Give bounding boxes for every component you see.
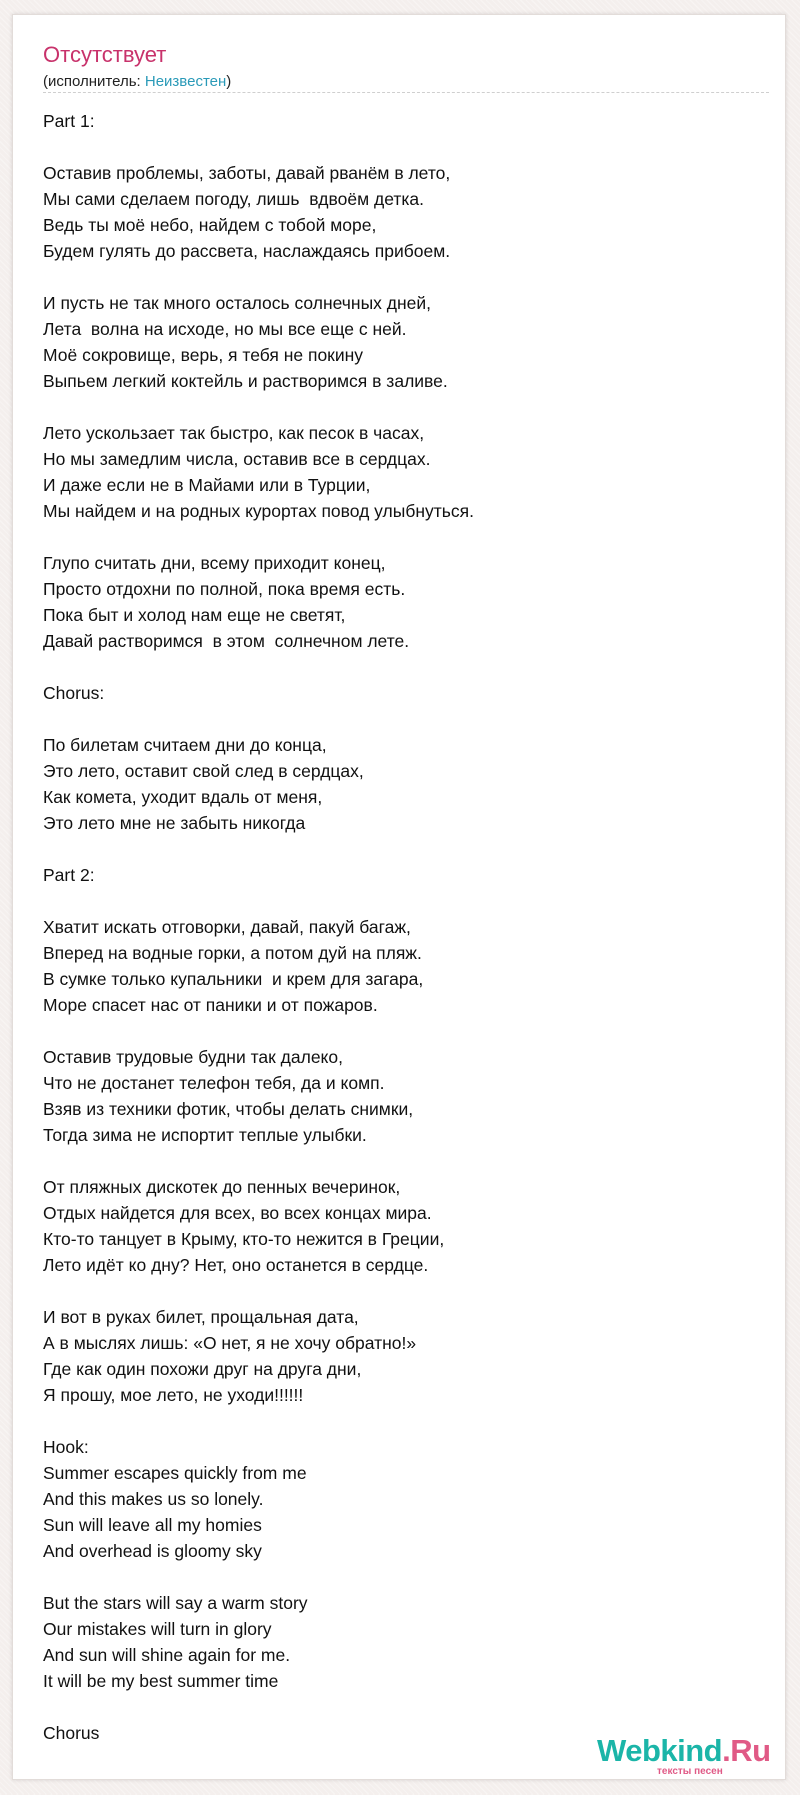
lyrics-line: Это лето мне не забыть никогда [43,813,306,833]
lyrics-line: Hook: [43,1437,89,1457]
lyrics-line: Оставив проблемы, заботы, давай рванём в лето, [43,163,451,183]
lyrics-line: And this makes us so lonely. [43,1489,264,1509]
lyrics-blank-line [43,836,763,862]
lyrics-line: Ведь ты моё небо, найдем с тобой море, [43,215,377,235]
lyrics-line: И пусть не так много осталось солнечных дней, [43,293,432,313]
artist-suffix: ) [226,73,232,90]
lyrics-line: Просто отдохни по полной, пока время есть. [43,579,406,599]
lyrics-text [43,108,763,1746]
lyrics-line: А в мыслях лишь: «О нет, я не хочу обратно!» [43,1333,417,1353]
song-title: Отсутствует [43,42,167,67]
lyrics-blank-line [43,134,763,160]
watermark-domain: .Ru [722,1733,771,1768]
lyrics-blank-line [43,888,763,914]
lyrics-blank-line [43,654,763,680]
lyrics-blank-line [43,264,763,290]
artist-link[interactable]: Неизвестен [144,73,227,90]
lyrics-line: Это лето, оставит свой след в сердцах, [43,761,364,781]
lyrics-line: В сумке только купальники и крем для загара, [43,969,424,989]
lyrics-line: Chorus [43,1723,100,1743]
lyrics-line: Давай растворимся в этом солнечном лете. [43,631,410,651]
lyrics-line: По билетам считаем дни до конца, [43,735,327,755]
lyrics-blank-line [43,1278,763,1304]
lyrics-line: Я прошу, мое лето, не уходи!!!!!! [43,1385,304,1405]
artist-prefix: (исполнитель: [43,73,145,90]
lyrics-line: И вот в руках билет, прощальная дата, [43,1307,359,1327]
lyrics-blank-line [43,1018,763,1044]
lyrics-line: Мы сами сделаем погоду, лишь вдвоём детка. [43,189,424,209]
lyrics-line: Взяв из техники фотик, чтобы делать снимки, [43,1099,414,1119]
lyrics-line: Sun will leave all my homies [43,1515,262,1535]
lyrics-blank-line [43,1694,763,1720]
lyrics-card [12,14,786,1780]
watermark-logo [597,1735,797,1795]
artist-line [43,73,231,91]
lyrics-line: Хватит искать отговорки, давай, пакуй багаж, [43,917,411,937]
lyrics-line: Part 2: [43,865,95,885]
lyrics-blank-line [43,524,763,550]
lyrics-blank-line [43,706,763,732]
lyrics-line: Summer escapes quickly from me [43,1463,307,1483]
lyrics-blank-line [43,1564,763,1590]
lyrics-line: От пляжных дискотек до пенных вечеринок, [43,1177,401,1197]
lyrics-line: Но мы замедлим числа, оставив все в сердцах. [43,449,431,469]
header-divider [43,92,769,93]
lyrics-line: And overhead is gloomy sky [43,1541,262,1561]
lyrics-line: Мы найдем и на родных курортах повод улыбнуться. [43,501,474,521]
lyrics-line: Лето идёт ко дну? Нет, оно останется в сердце. [43,1255,429,1275]
lyrics-line: Part 1: [43,111,95,131]
lyrics-line: But the stars will say a warm story [43,1593,308,1613]
lyrics-line: Как комета, уходит вдаль от меня, [43,787,323,807]
lyrics-line: Лета волна на исходе, но мы все еще с ней. [43,319,407,339]
lyrics-line: It will be my best summer time [43,1671,279,1691]
watermark-wordmark [597,1735,771,1766]
lyrics-line: Выпьем легкий коктейль и растворимся в заливе. [43,371,448,391]
lyrics-line: Где как один похожи друг на друга дни, [43,1359,362,1379]
lyrics-line: Отдых найдется для всех, во всех концах мира. [43,1203,432,1223]
lyrics-blank-line [43,394,763,420]
lyrics-line: Chorus: [43,683,105,703]
lyrics-line: And sun will shine again for me. [43,1645,291,1665]
watermark-name: Webkind [597,1733,723,1768]
lyrics-line: Our mistakes will turn in glory [43,1619,272,1639]
watermark-tagline: тексты песен [657,1766,723,1777]
lyrics-blank-line [43,1408,763,1434]
lyrics-line: Глупо считать дни, всему приходит конец, [43,553,386,573]
lyrics-line: Вперед на водные горки, а потом дуй на пляж. [43,943,422,963]
lyrics-line: Лето ускользает так быстро, как песок в часах, [43,423,425,443]
lyrics-line: Пока быт и холод нам еще не светят, [43,605,346,625]
lyrics-line: Что не достанет телефон тебя, да и комп. [43,1073,385,1093]
lyrics-line: Будем гулять до рассвета, наслаждаясь прибоем. [43,241,451,261]
lyrics-line: Оставив трудовые будни так далеко, [43,1047,344,1067]
lyrics-line: Кто-то танцует в Крыму, кто-то нежится в Греции, [43,1229,445,1249]
lyrics-line: И даже если не в Майами или в Турции, [43,475,371,495]
lyrics-line: Моё сокровище, верь, я тебя не покину [43,345,364,365]
lyrics-line: Море спасет нас от паники и от пожаров. [43,995,378,1015]
lyrics-line: Тогда зима не испортит теплые улыбки. [43,1125,367,1145]
lyrics-blank-line [43,1148,763,1174]
